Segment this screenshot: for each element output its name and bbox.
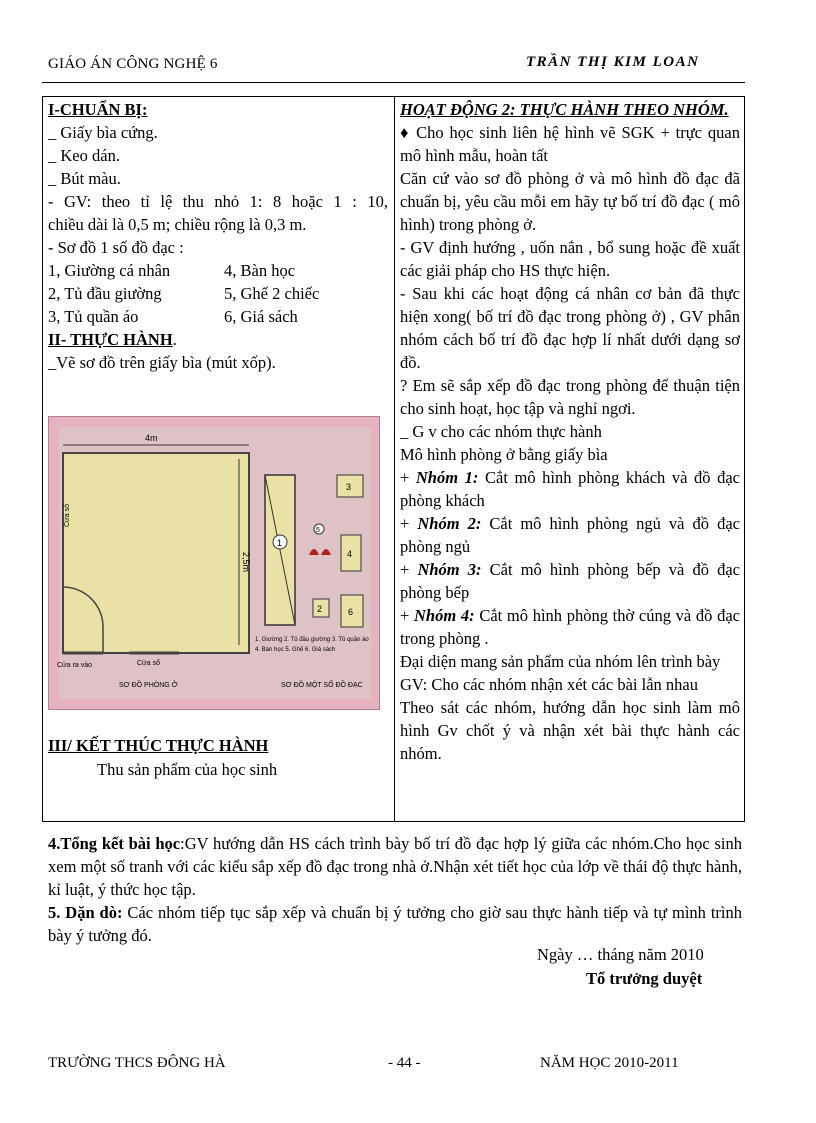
room-floor: [63, 453, 249, 653]
caption-furniture: SƠ ĐỒ MỘT SỐ ĐỒ ĐẠC: [281, 682, 363, 689]
instruction-line: Căn cứ vào sơ đồ phòng ở và mô hình đồ đạc đã chuẩn bị, yêu cầu mỗi em hãy tự bố trí đồ đạc ( mô hình) trong phòng ở.: [400, 169, 740, 234]
header-teacher: TRẦN THỊ KIM LOAN: [526, 54, 700, 70]
group-task: [400, 558, 740, 604]
legend-line-1: 1. Giường 2. Tủ đầu giường 3. Tủ quần áo: [255, 637, 369, 643]
prep-item: _ Bút màu.: [48, 169, 121, 188]
instruction-line: Mô hình phòng ở bằng giấy bìa: [400, 445, 608, 464]
header-subject: GIÁO ÁN CÔNG NGHỆ 6: [48, 56, 218, 72]
furniture-item: 5, Ghế 2 chiếc: [224, 284, 320, 303]
furniture-item: 6, Giá sách: [224, 307, 298, 326]
end-subtitle: Thu sản phẩm của học sinh: [97, 760, 278, 779]
closing-line: Theo sát các nhóm, hướng dẫn học sinh làm mô hình Gv chốt ý và nhận xét bài thực hành các nhóm.: [400, 698, 740, 763]
closing-line: Đại diện mang sản phẩm của nhóm lên trình bày: [400, 652, 721, 671]
furniture-item: 1, Giường cá nhân: [48, 261, 171, 280]
marker-5-label: 5: [316, 527, 320, 534]
marker-3-label: 3: [346, 482, 352, 492]
group-label: Nhóm 4:: [414, 606, 475, 625]
instruction-line: ♦ Cho học sinh liên hệ hình vẽ SGK + trực quan mô hình mẫu, hoàn tất: [400, 123, 740, 165]
closing-line: GV: Cho các nhóm nhận xét các bài lẫn nhau: [400, 675, 698, 694]
footer-page-number: - 44 -: [388, 1055, 421, 1071]
end-title: III/ KẾT THÚC THỰC HÀNH: [48, 736, 269, 755]
summary-4-label: 4.Tổng kết bài học: [48, 834, 181, 853]
summary-section-4: [48, 832, 742, 901]
group-task: [400, 512, 740, 558]
instruction-line: _ G v cho các nhóm thực hành: [400, 422, 602, 441]
sodo-title: - Sơ đồ 1 số đồ đạc :: [48, 238, 184, 257]
practice-item: _Vẽ sơ đồ trên giấy bìa (mút xốp).: [48, 353, 276, 372]
group-prefix: +: [400, 468, 416, 487]
group-label: Nhóm 2:: [417, 514, 482, 533]
header-rule: [42, 82, 745, 83]
instruction-line: ? Em sẽ sắp xếp đồ đạc trong phòng để thuận tiện cho sinh hoạt, học tập và nghỉ ngơi.: [400, 376, 740, 418]
room-layout-figure: [48, 416, 380, 710]
prep-item: _ Keo dán.: [48, 146, 120, 165]
marker-4-label: 4: [347, 549, 353, 559]
furniture-item: 3, Tủ quần áo: [48, 307, 139, 326]
caption-room: SƠ ĐỒ PHÒNG Ở: [119, 682, 178, 689]
furniture-item: 4, Bàn học: [224, 261, 296, 280]
window-label-bottom: Cửa sổ: [137, 660, 160, 667]
approval-date: Ngày … tháng năm 2010: [537, 945, 704, 964]
prep-item: _ Giấy bìa cứng.: [48, 123, 158, 142]
marker-1-label: 1: [277, 538, 283, 548]
dim-label-side: 2,5m: [241, 552, 251, 573]
marker-6-label: 6: [348, 607, 354, 617]
practice-title: II- THỰC HÀNH: [48, 330, 173, 349]
instruction-line: - GV định hướng , uốn nắn , bổ sung hoặc đề xuất các giải pháp cho HS thực hiện.: [400, 238, 740, 280]
group-label: Nhóm 3:: [417, 560, 482, 579]
left-column: [48, 98, 388, 374]
door-label: Cửa ra vào: [57, 662, 93, 669]
furniture-row: [48, 259, 388, 282]
group-prefix: +: [400, 514, 418, 533]
group-text: Cắt mô hình phòng thờ cúng và đồ đạc trong phòng .: [400, 606, 741, 648]
marker-2-label: 2: [317, 604, 323, 614]
practice-heading: [48, 328, 388, 351]
furniture-row: [48, 305, 388, 328]
group-label: Nhóm 1:: [415, 468, 479, 487]
group-prefix: +: [400, 606, 414, 625]
group-text: Cắt mô hình phòng ngủ và đồ đạc phòng ngủ: [400, 514, 740, 556]
summary-section-5: [48, 901, 742, 947]
instruction-line: - Sau khi các hoạt động cá nhân cơ bản đã thực hiện xong( bố trí đồ đạc trong phòng ở) , GV phân nhóm cách bố trí đồ đạc hợp lí nhất dưới dạng sơ đồ.: [400, 284, 740, 372]
approval-signature: Tổ trưởng duyệt: [586, 969, 703, 988]
summary-4-text: :GV hướng dẫn HS cách trình bày bố trí đồ đạc hợp lý giữa các nhóm.Cho học sinh xem một số tranh với các kiểu sắp xếp đồ đạc trong nhà ở.Nhận xét tiết học của lớp về thái độ thực hành, kỉ luật, ý thức học tập.: [48, 834, 742, 899]
window-label-left: Cửa sổ: [64, 504, 71, 527]
group-text: Cắt mô hình phòng bếp và đồ đạc phòng bếp: [400, 560, 740, 602]
lesson-summary: [48, 832, 742, 947]
group-task: [400, 466, 740, 512]
prep-title: I-CHUẨN BỊ:: [48, 100, 148, 119]
dim-label-top: 4m: [145, 433, 158, 443]
furniture-row: [48, 282, 388, 305]
table-divider: [394, 96, 395, 822]
group-text: Cắt mô hình phòng khách và đồ đạc phòng khách: [400, 468, 741, 510]
activity-title: HOẠT ĐỘNG 2: THỰC HÀNH THEO NHÓM.: [400, 100, 729, 119]
gv-size-line: chiều dài là 0,5 m; chiều rộng là 0,3 m.: [48, 215, 307, 234]
group-prefix: +: [400, 560, 418, 579]
right-column: [400, 98, 740, 765]
room-layout-diagram: [49, 417, 379, 709]
footer-school: TRƯỜNG THCS ĐÔNG HÀ: [48, 1055, 226, 1071]
practice-dot: .: [172, 330, 177, 349]
summary-5-label: 5. Dặn dò:: [48, 903, 123, 922]
summary-5-text: Các nhóm tiếp tục sắp xếp và chuẩn bị ý tưởng cho giờ sau thực hành tiếp và tự mình trình bày ý tưởng đó.: [48, 903, 742, 945]
legend-line-2: 4. Bàn học 5. Ghế 6. Giá sách: [255, 647, 336, 653]
furniture-item: 2, Tủ đầu giường: [48, 284, 162, 303]
footer-school-year: NĂM HỌC 2010-2011: [540, 1055, 679, 1071]
gv-scale-line: - GV: theo tỉ lệ thu nhỏ 1: 8 hoặc 1 : 10,: [48, 192, 388, 211]
group-task: [400, 604, 740, 650]
